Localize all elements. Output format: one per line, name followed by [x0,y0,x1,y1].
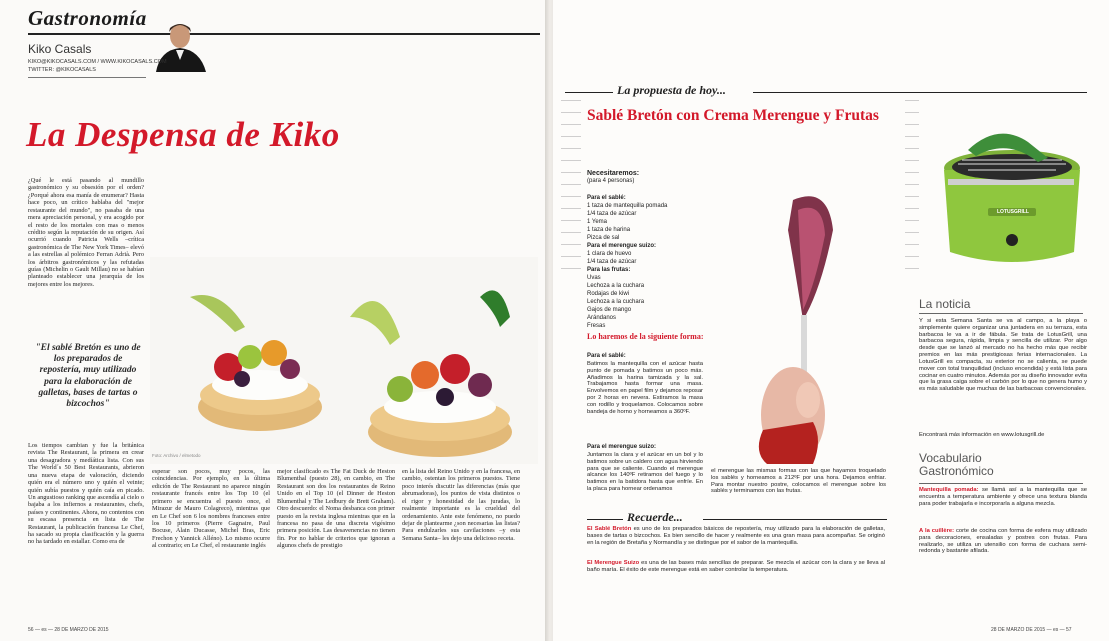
noticia-text: Y si esta Semana Santa se va al campo, a la playa o simplemente quiere organizar una juntadera en su terraza, esta barbacoa le va a ir de fábula. Se trata de LotusGrill, una barbacoa segura, rápida, limpia y sencilla de utilizar. Por algo desde que se lanzó al mercado no ha hecho más que recibir premios en las más prestigiosas ferias internacionales. La LotusGrill es compacta, su exterior no se calienta, se puede mover con total tranquilidad (incluso encendida) y está lista para cocinar en cuatro minutos. Además por su diseño innovador evita que la grasa caiga sobre el carbón por lo que no genera humo y es más saludable que muchas de las barbacoas convencionales. [919,318,1087,393]
remember-rule-left [587,519,623,520]
page-folio-right: 28 DE MARZO DE 2015 — es — 57 [991,627,1072,633]
body-column-1: Los tiempos cambian y fue la británica revista The Restaurant, la primera en crear una desagradora y medíática lista. Con sus The World´s 50 Best Restaurants, abrieron una nueva etapa de valoración, diciendo quién era el número uno y quién el veinte; quién subía puestos y quién caía en picado. Un angustioso ranking que ascendía al cielo o bajaba a los infiernos a restaurantes, chefs, países y continentes. Ahora, no contentos con su escasa presencia en lista de The Restaurant, la publicación francesa Le Chef, ha sacado su propia clasificación y la guerra no ha tardado en estallar. Como era de [28,442,144,546]
ingredient: Fresas [587,323,606,329]
lotusgrill-photo [928,112,1096,280]
vocab-heading: Vocabulario Gastronómico [919,451,994,479]
ingredients-sable-label: Para el sablé: [587,195,626,201]
ingredient: Rodajas de kiwi [587,291,630,297]
page-folio-left: 56 — es — 28 DE MARZO DE 2015 [28,627,109,633]
vocab-rule [919,483,1083,484]
method-title: Lo haremos de la siguiente forma: [587,332,704,341]
body-column-2: esperar son pocos, muy pocos, las coincidencias. Por ejemplo, en la última edición de The Restaurant no aparece ningún restaurante francés entre los Top 10 (el primero se encuentra el puesto once, el Mirazur de Mauro Colagreco), mientras que en Le Chef son 6 los nombres franceses entre los 10 primeros (Pierre Gagnaire, Paul Bocuse, Alain Ducasse, Michel Bras, Eric Frechon y Yannick Alléno). Lo mismo ocurre al contrario; en Le Chef, el restaurante inglés [152,468,270,550]
vocab-entry-1 [919,487,1087,507]
decorative-dashes [561,100,581,270]
ingredient: 1/4 taza de azúcar [587,259,637,265]
method-sable-label: Para el sablé: [587,353,626,359]
ingredient: Gajos de mango [587,307,632,313]
vocab-def-1: se llamá así a la mantequilla que se encuentra a temperatura ambiente y ofrece una textura blanda para poder trabajarla e incorporarla a alguna mezcla. [919,487,1087,507]
method-continued-text: el merengue las mismas formas con las que hayamos troquelado los sablés y horneamos a 212ºF por una hora. Dejamos enfriar. Para montar nuestro postre, colocamos el merengue sobre los sablés y terminamos con las frutas. [711,468,886,495]
ingredient: 1 Yema [587,219,608,225]
method-merengue-label: Para el merengue suizo: [587,444,657,450]
remember-title: Recuerde... [627,510,683,524]
decorative-dashes-right [905,100,919,280]
ingredient: 1 clara de huevo [587,251,632,257]
grill-brand-label: LOTUSGRILL [997,209,1029,215]
recipe-title: Sablé Bretón con Crema Merengue y Frutas [587,107,879,124]
ingredient: 1 taza de harina [587,227,631,233]
author-name: Kiko Casals [28,42,92,56]
dessert-photo [150,257,538,464]
left-page [0,0,549,641]
ingredient: Arándanos [587,315,617,321]
ingredients-merengue-label: Para el merengue suizo: [587,243,657,249]
body-column-3: mejor clasificado es The Fat Duck de Heston Blumenthal (puesto 28), en cambio, en The Restaurant son dos los restaurantes de Reino Unido en el Top 10 (el Dinner de Heston Blumenthal y The Ledbury de Brett Graham). Otro descuerdo: el Noma desbanca con primer puesto en la revista inglesa mientras que en la francesa no pasa de una discreta vigésimo primera posición. Las desavenencias no tienen fin. Por no hablar de criterios que ignoran a algunos chefs de prestigio [277,468,395,550]
photo-credit: Foto: Archivo / elmetodo [152,453,201,458]
remember-paragraph-1 [587,526,885,546]
noticia-link[interactable]: Encontrará más información en www.lotusgrill.de [919,432,1045,438]
section-rule [28,33,540,35]
intro-text: ¿Qué le está pasando al mundillo gastronómico y su obsesión por el orden? ¿Porqué ahora esa manía de enumerar? Hasta hace poco, un crítico hablaba del "mejor restaurante del mundo", no pasaba de una mera apreciación personal, y era acogido por el resto de los mortales con mas o menos crédito según la reputación de su origen. Así ocurrió cuando Patricia Wells –crítica gastronómica de The New York Times– elevó a las estrellas al polémico Ferran Adrià. Pero los árbitros gastronómicos y las refutadas guías (Michelin o Gault Millau) no se habían planteado establecer una jerarquía de los mejores entre los mejores. [28,177,144,288]
needs-subtitle: (para 4 personas) [587,178,635,184]
vocab-def-2: corte de cocina con forma de esfera muy utilizado para decoraciones, ensaladas y postres con frutas. Para realizarlo, se utiliza un utensilio con forma de cuchara semi-redonda y bastante afilada. [919,528,1087,555]
body-column-4: en la lista del Reino Unido y en la francesa, en cambio, ostentan los primeros puestos. Tiene poco interés discutir las diferencias (más que abrumadoras), los puntos de vista distintos o el rigor y honestidad de las juradas, lo realmente importante es la crueldad del ordenamiento. Ante este fenómeno, no puedo dejar de plantearme ¿son necesarias las listas? Para endulzarles sus cavilaciones –y esta Semana Santa– les dejo una delicioso receta. [402,468,520,542]
vocab-term-1: Mantequilla pomada: [919,487,979,493]
remember-text-1: es uno de los preparados básicos de repostería, muy utilizado para la elaboración de galletas, bases de tartas o bizcochos. Es bien sencillo de hacer y realmente es una gran masa para acompañar. Se originó en la región de Bretaña y Normandía y se distingue por el sabor de la mantequilla. [587,526,886,546]
header-rule [28,77,146,78]
spoon-meringue-photo [733,190,863,465]
section-title: Gastronomía [28,6,147,30]
remember-paragraph-2 [587,560,885,574]
kicker-rule-right [753,92,1087,93]
ingredients-fruit-label: Para las frutas: [587,267,631,273]
remember-rule-right [703,519,887,520]
method-merengue-text: Juntamos la clara y el azúcar en un bol y lo batimos sobre un caldero con agua hirviendo para que se caliente. Cuando el merengue alcance los 140ºF retiramos del fuego y lo batimos en la batidora hasta que enfríe. En la placa para hornear ordenamos [587,452,703,493]
remember-term-2: El Merengue Suizo [587,560,640,566]
pull-quote: "El sablé Bretón es uno de los preparados de repostería, muy utilizado para la elaboración de galletas, bases de tartas o bizcochos" [35,343,141,410]
noticia-heading: La noticia [919,297,971,311]
vocab-entry-2 [919,528,1087,555]
noticia-rule [919,313,1083,314]
remember-text-2: es una de las bases más sencillas de preparar. Se mezcla el azúcar con la clara y se lleva al baño maría. El éxito de este merengue está en saber controlar la temperatura. [587,560,885,573]
ingredient: Lechoza a la cuchara [587,283,645,289]
ingredient: Uvas [587,275,601,281]
ingredient: 1 taza de mantequilla pomada [587,203,668,209]
ingredient: 1/4 taza de azúcar [587,211,637,217]
needs-label: Necesitaremos: [587,170,640,177]
method-sable-text: Batimos la mantequilla con el azúcar hasta punto de pomada y batimos un poco más. Añadimos la harina tamizada y la sal. Trabajamos hasta formar una masa. Envolvemos en papel film y dejamos reposar por 2 horas en nevera. Estiramos la masa con rodillo y troquelamos. Colocamos sobre bandeja de horno y horneamos a 360ºF. [587,361,703,415]
vocab-term-2: A la cuillère: [919,528,955,534]
ingredient: Pizca de sal [587,235,620,241]
author-twitter[interactable]: TWITTER: @KIKOCASALS [28,67,96,73]
ingredient: Lechoza a la cuchara [587,299,645,305]
dessert-illustration [150,257,538,464]
right-page [553,0,1109,641]
remember-term-1: El Sablé Bretón [587,526,632,532]
recipe-kicker: La propuesta de hoy... [617,83,726,97]
kicker-rule-left [565,92,613,93]
headline: La Despensa de Kiko [26,115,340,154]
author-email[interactable]: KIKO@KIKOCASALS.COM / WWW.KIKOCASALS.COM [28,59,167,65]
